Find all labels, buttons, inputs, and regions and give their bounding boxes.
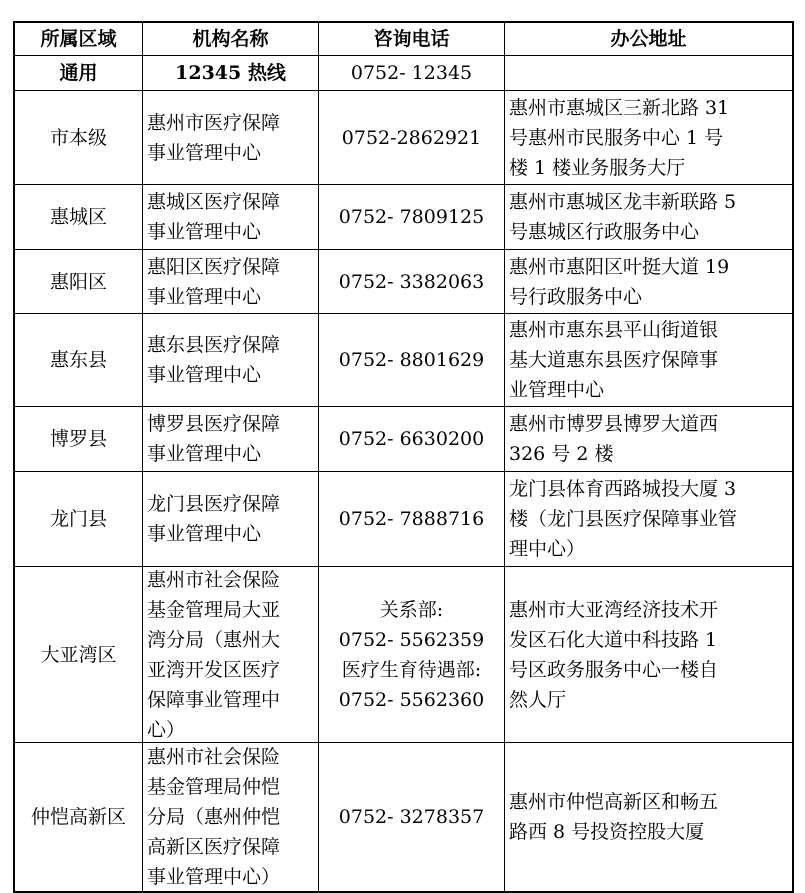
phone-cell: 关系部: 0752- 5562359 医疗生育待遇部: 0752- 5562360 [318,567,504,742]
address-cell: 惠州市惠东县平山街道银 基大道惠东县医疗保障事 业管理中心 [504,314,792,406]
address-cell: 惠州市惠阳区叶挺大道 19 号行政服务中心 [504,250,792,313]
name-cell: 惠州市社会保险 基金管理局仲恺 分局（惠州仲恺 高新区医疗保障 事业管理中心） [142,743,318,891]
table-row [15,184,792,249]
address-cell: 惠州市惠城区龙丰新联路 5 号惠城区行政服务中心 [504,185,792,249]
address-cell: 惠州市仲恺高新区和畅五 路西 8 号投资控股大厦 [504,743,792,891]
phone-cell: 0752- 3278357 [318,743,504,891]
region-cell: 惠城区 [49,206,107,228]
table-row [15,249,792,313]
table-row [15,742,792,891]
region-cell: 博罗县 [49,428,107,450]
region-cell: 仲恺高新区 [30,806,126,828]
region-cell: 惠东县 [49,349,107,371]
address-cell: 龙门县体育西路城投大厦 3 楼（龙门县医疗保障事业管 理中心） [504,472,792,566]
region-cell: 通用 [59,62,98,84]
name-cell: 惠东县医疗保障 事业管理中心 [142,314,318,406]
general-row [15,55,792,90]
address-cell: 惠州市大亚湾经济技术开 发区石化大道中科技路 1 号区政务服务中心一楼自 然人厅 [504,567,792,742]
table-row [15,313,792,406]
phone-cell: 0752- 7809125 [318,185,504,249]
region-cell: 惠阳区 [49,270,107,293]
address-cell: 惠州市惠城区三新北路 31 号惠州市民服务中心 1 号 楼 1 楼业务服务大厅 [504,91,792,184]
phone-cell: 0752- 3382063 [318,250,504,313]
name-cell: 惠城区医疗保障 事业管理中心 [142,185,318,249]
name-cell: 惠州市医疗保障 事业管理中心 [142,91,318,184]
office-table [13,21,794,893]
phone-cell: 0752-2862921 [318,91,504,184]
name-cell: 龙门县医疗保障 事业管理中心 [142,472,318,566]
table-row [15,566,792,742]
name-cell: 博罗县医疗保障 事业管理中心 [142,407,318,471]
name-cell: 12345 热线 [142,56,318,90]
phone-cell: 0752- 6630200 [318,407,504,471]
region-cell: 市本级 [49,126,107,149]
table-row [15,406,792,471]
header-phone: 咨询电话 [318,23,504,55]
phone-cell: 0752- 12345 [318,56,504,90]
address-cell: 惠州市博罗县博罗大道西 326 号 2 楼 [504,407,792,471]
region-cell: 大亚湾区 [40,643,117,666]
address-cell [504,56,792,90]
table-row [15,90,792,184]
header-name: 机构名称 [142,23,318,55]
header-address: 办公地址 [504,23,792,55]
phone-cell: 0752- 8801629 [318,314,504,406]
phone-cell: 0752- 7888716 [318,472,504,566]
header-row [15,23,792,55]
name-cell: 惠阳区医疗保障 事业管理中心 [142,250,318,313]
table-row [15,471,792,566]
name-cell: 惠州市社会保险 基金管理局大亚 湾分局（惠州大 亚湾开发区医疗 保障事业管理中 心） [142,567,318,742]
region-cell: 龙门县 [49,508,107,530]
header-region: 所属区域 [40,28,117,50]
